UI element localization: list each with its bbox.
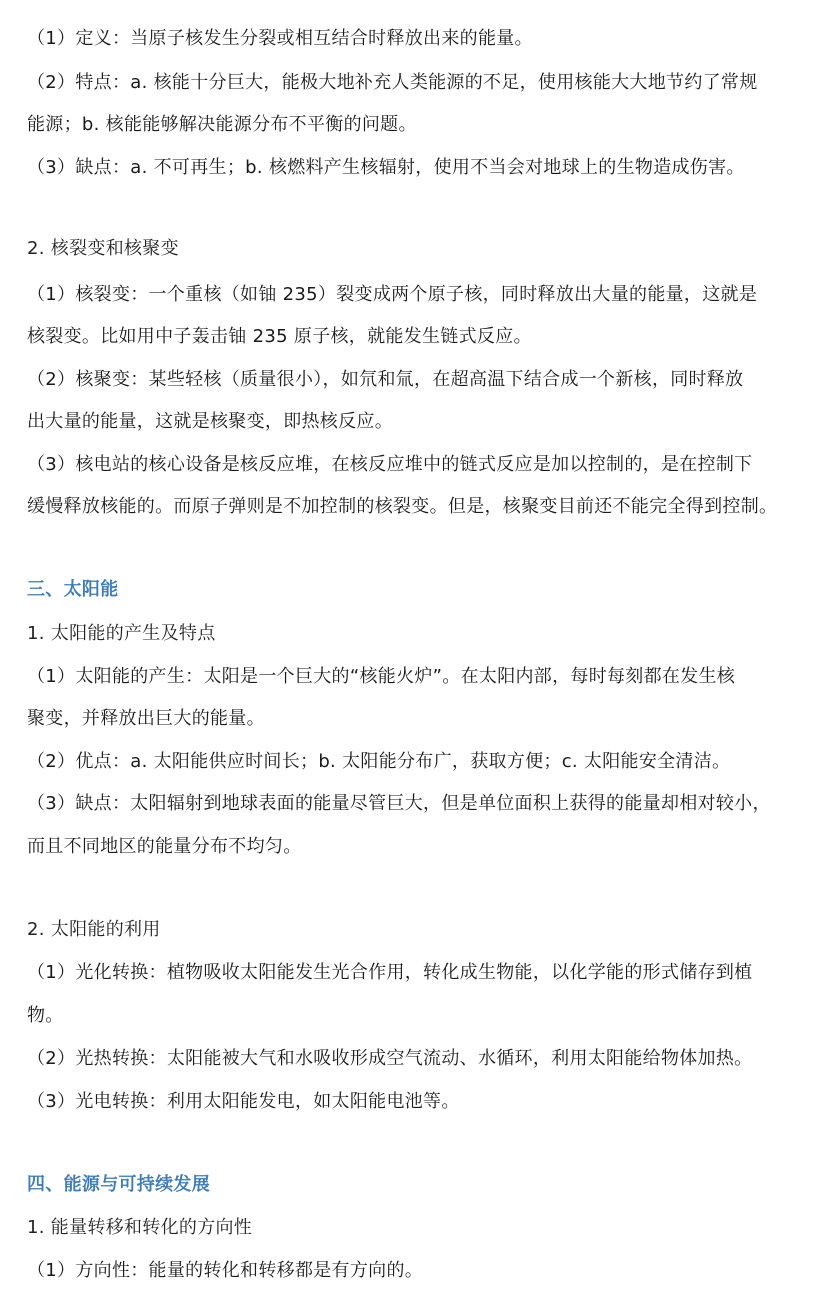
subsection-title: 1. 能量转移和转化的方向性 [27,1217,253,1238]
text-line: （1）太阳能的产生：太阳是一个巨大的“核能火炉”。在太阳内部，每时每刻都在发生核 [27,666,736,687]
text-line: 能源；b. 核能能够解决能源分布不平衡的问题。 [27,114,417,135]
text-line: （1）核裂变：一个重核（如铀 235）裂变成两个原子核，同时释放出大量的能量，这就是 [27,284,758,305]
subsection-title: 1. 太阳能的产生及特点 [27,623,216,644]
text-line: 核裂变。比如用中子轰击铀 235 原子核，就能发生链式反应。 [27,326,532,347]
text-line: （1）定义：当原子核发生分裂或相互结合时释放出来的能量。 [27,28,533,49]
text-line: 而且不同地区的能量分布不均匀。 [27,836,302,857]
text-line: 出大量的能量，这就是核聚变，即热核反应。 [27,411,393,432]
text-line: （2）核聚变：某些轻核（质量很小），如氘和氚，在超高温下结合成一个新核，同时释放 [27,369,744,390]
section-heading: 四、能源与可持续发展 [27,1174,210,1195]
text-line: 聚变，并释放出巨大的能量。 [27,708,265,729]
text-line: （2）优点：a. 太阳能供应时间长；b. 太阳能分布广，获取方便；c. 太阳能安全清洁。 [27,751,731,772]
subsection-title: 2. 核裂变和核聚变 [27,238,179,259]
subsection-title: 2. 太阳能的利用 [27,919,161,940]
text-line: （3）缺点：a. 不可再生；b. 核燃料产生核辐射，使用不当会对地球上的生物造成伤害。 [27,157,745,178]
text-line: （2）光热转换：太阳能被大气和水吸收形成空气流动、水循环，利用太阳能给物体加热。 [27,1048,753,1069]
text-line: （3）缺点：太阳辐射到地球表面的能量尽管巨大，但是单位面积上获得的能量却相对较小， [27,793,771,814]
text-line: 物。 [27,1005,64,1026]
text-line: （3）光电转换：利用太阳能发电，如太阳能电池等。 [27,1091,460,1112]
text-line: （1）光化转换：植物吸收太阳能发生光合作用，转化成生物能，以化学能的形式储存到植 [27,962,753,983]
text-line: （2）特点：a. 核能十分巨大，能极大地补充人类能源的不足，使用核能大大地节约了常规 [27,72,758,93]
section-heading: 三、太阳能 [27,579,119,600]
text-line: （3）核电站的核心设备是核反应堆，在核反应堆中的链式反应是加以控制的，是在控制下 [27,454,753,475]
text-line: （1）方向性：能量的转化和转移都是有方向的。 [27,1260,424,1281]
text-line: 缓慢释放核能的。而原子弹则是不加控制的核裂变。但是，核聚变目前还不能完全得到控制。 [27,496,778,517]
